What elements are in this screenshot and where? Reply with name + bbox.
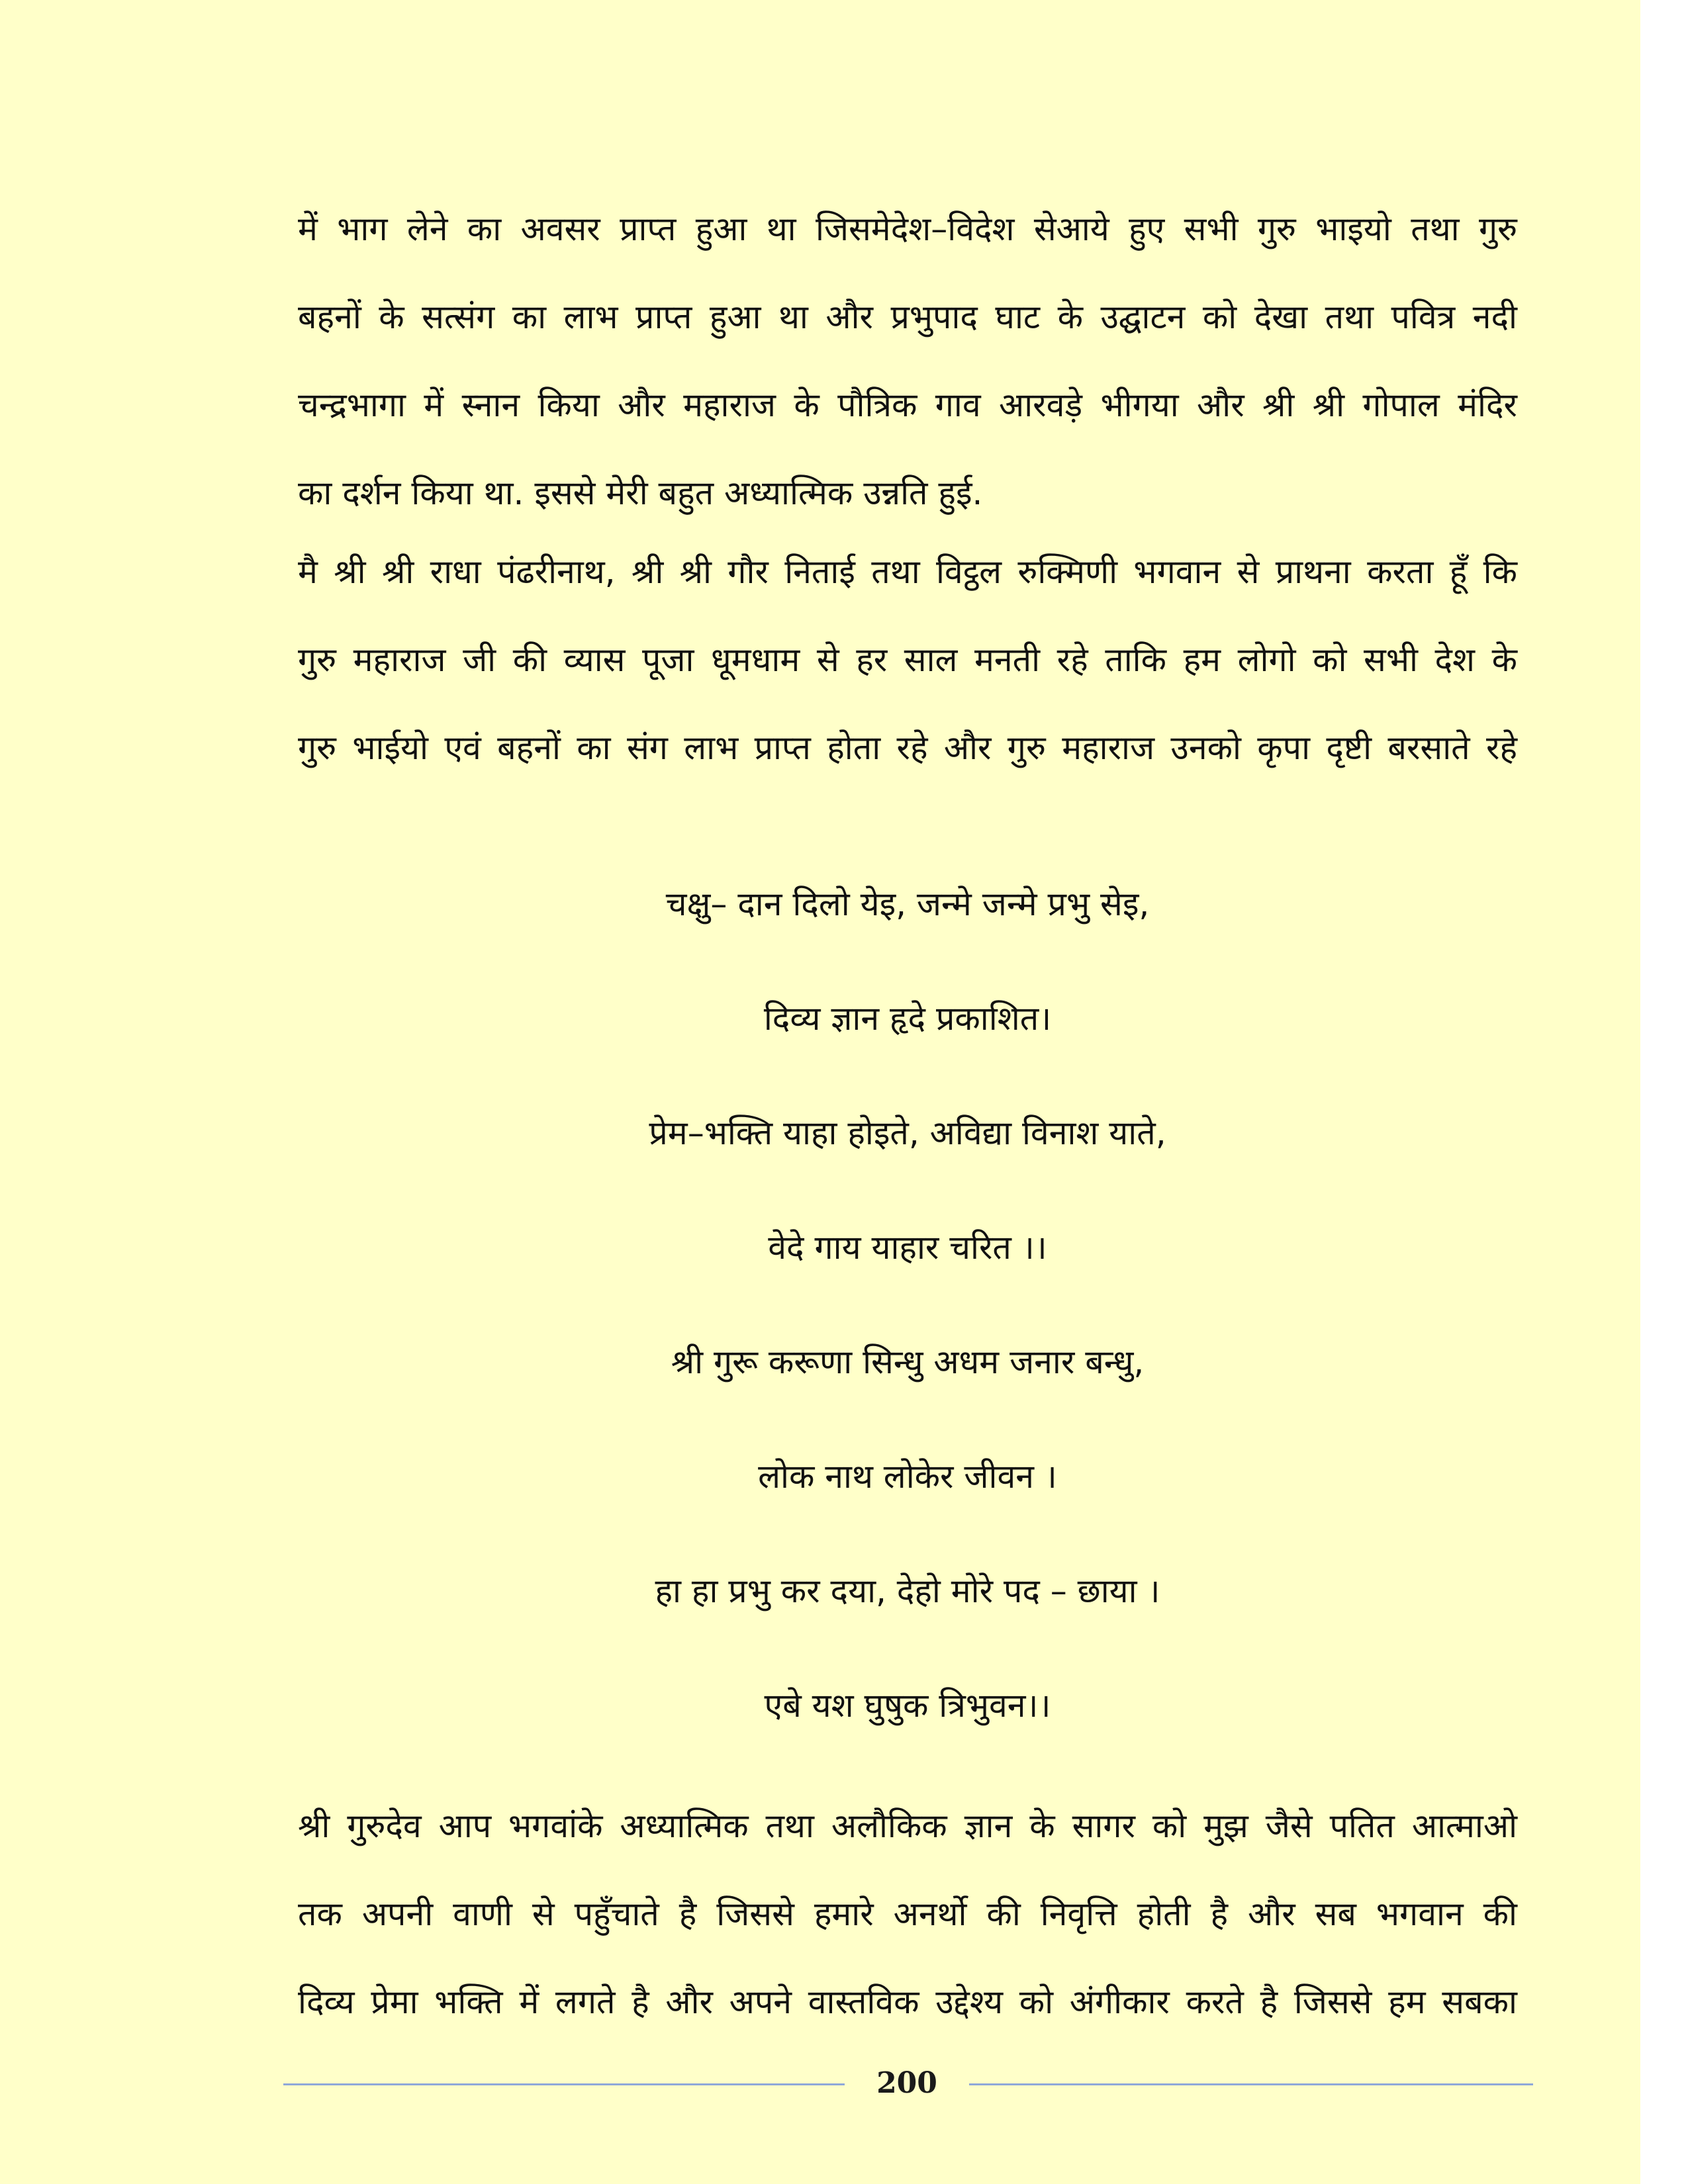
verse-line: चक्षु– दान दिलो येइ, जन्मे जन्मे प्रभु सेइ,	[665, 885, 1150, 923]
verse-line: हा हा प्रभु कर दया, देहो मोरे पद – छाया ।	[655, 1572, 1160, 1610]
paragraph-3	[298, 1782, 1517, 2046]
footer-rule-right	[969, 2083, 1533, 2085]
paragraph-line: श्री गुरुदेव आप भगवांके अध्यात्मिक तथा अलौकिक ज्ञान के सागर को मुझ जैसे पतित आत्माओ	[298, 1807, 1517, 1845]
paragraph-1	[298, 185, 1517, 537]
verse-line: एबे यश घुषुक त्रिभुवन।।	[764, 1686, 1051, 1725]
paragraph-line: दिव्य प्रेमा भक्ति में लगते है और अपने वास्तविक उद्देश्य को अंगीकार करते है जिससे हम सबका	[298, 1983, 1517, 2021]
verse-line: प्रेम–भक्ति याहा होइते, अविद्या विनाश याते,	[649, 1114, 1166, 1152]
paragraph-line: मै श्री श्री राधा पंढरीनाथ, श्री श्री गौर निताई तथा विट्ठल रुक्मिणी भगवान से प्राथना करता हूँ कि	[298, 553, 1517, 591]
verse-block	[298, 860, 1517, 1776]
paragraph-line: गुरु महाराज जी की व्यास पूजा धूमधाम से हर साल मनती रहे ताकि हम लोगो को सभी देश के	[298, 641, 1517, 679]
paragraph-line: गुरु भाईयो एवं बहनों का संग लाभ प्राप्त होता रहे और गुरु महाराज उनको कृपा दृष्टी बरसाते रहे	[298, 729, 1517, 767]
paragraph-line: चन्द्रभागा में स्नान किया और महाराज के पौत्रिक गाव आरवड़े भीगया और श्री श्री गोपाल मंदिर	[298, 386, 1517, 424]
footer-rule-left	[283, 2083, 845, 2085]
paragraph-2	[298, 528, 1517, 792]
paragraph-line: बहनों के सत्संग का लाभ प्राप्त हुआ था और प्रभुपाद घाट के उद्घाटन को देखा तथा पवित्र नदी	[298, 298, 1517, 336]
verse-line: श्री गुरू करूणा सिन्धु अधम जनार बन्धु,	[671, 1343, 1145, 1381]
page-number: 200	[876, 2066, 937, 2100]
verse-line: दिव्य ज्ञान हृदे प्रकाशित।	[763, 999, 1052, 1038]
verse-line: वेदे गाय याहार चरित ।।	[768, 1228, 1047, 1267]
paragraph-line: तक अपनी वाणी से पहुँचाते है जिससे हमारे अनर्थो की निवृत्ति होती है और सब भगवान की	[298, 1895, 1517, 1933]
paragraph-line: में भाग लेने का अवसर प्राप्त हुआ था जिसमेदेश–विदेश सेआये हुए सभी गुरु भाइयो तथा गुरु	[298, 210, 1517, 248]
paragraph-line: का दर्शन किया था. इससे मेरी बहुत अध्यात्मिक उन्नति हुई.	[298, 474, 983, 512]
verse-line: लोक नाथ लोकेर जीवन ।	[758, 1457, 1057, 1496]
